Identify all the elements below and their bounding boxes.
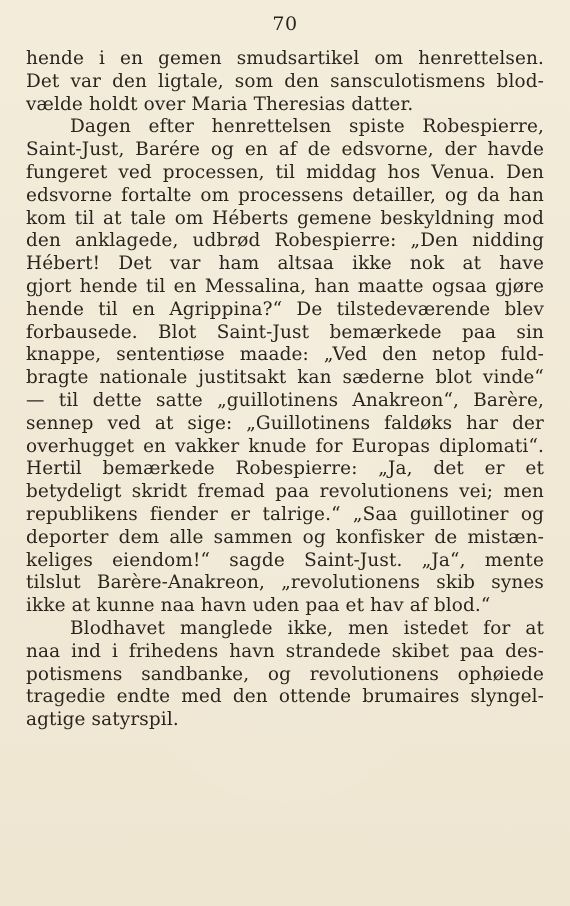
text-line: den anklagede, udbrød Robespierre: „Den nidding [26, 230, 544, 252]
text-line: agtige satyrspil. [26, 709, 179, 731]
text-line: Blodhavet manglede ikke, men istedet for at [70, 617, 544, 639]
text-line: betydeligt skridt fremad paa revolutionens vei; men [26, 481, 544, 503]
text-line: potismens sandbanke, og revolutionens ophøiede [26, 663, 544, 685]
body-text [26, 48, 544, 732]
text-line: Dagen efter henrettelsen spiste Robespierre, [70, 116, 544, 138]
text-line: tragedie endte med den ottende brumaires slyngel- [26, 686, 544, 708]
text-line: kom til at tale om Héberts gemene beskyldning mod [26, 207, 544, 229]
text-line: deporter dem alle sammen og konfisker de mistæn- [26, 526, 544, 548]
text-line: hende i en gemen smudsartikel om henrettelsen. [26, 48, 544, 69]
text-line: fungeret ved processen, til middag hos Venua. Den [26, 161, 544, 183]
text-line: Hertil bemærkede Robespierre: „Ja, det er et [26, 458, 544, 480]
text-line: republikens fiender er talrige.“ „Saa guillotiner og [26, 503, 544, 525]
text-line: Hébert! Det var ham altsaa ikke nok at have [26, 253, 544, 275]
text-line: tilslut Barère-Anakreon, „revolutionens skib synes [26, 572, 544, 594]
text-line: sennep ved at sige: „Guillotinens faldøks har der [26, 412, 544, 434]
text-line: naa ind i frihedens havn strandede skibet paa des- [26, 640, 544, 662]
text-line: forbausede. Blot Saint-Just bemærkede paa sin [26, 321, 544, 343]
page-number: 70 [272, 13, 298, 35]
text-line: — til dette satte „guillotinens Anakreon“, Barère, [26, 389, 544, 411]
text-line: knappe, sententiøse maade: „Ved den netop fuld- [26, 344, 544, 366]
text-line: gjort hende til en Messalina, han maatte ogsaa gjøre [26, 275, 544, 297]
text-line: overhugget en vakker knude for Europas diplomati“. [26, 435, 544, 457]
text-line: edsvorne fortalte om processens detailler, og da han [26, 184, 544, 206]
text-line: bragte nationale justitsakt kan sæderne blot vinde“ [26, 367, 544, 389]
text-line: ikke at kunne naa havn uden paa et hav af blod.“ [26, 595, 491, 617]
text-line: hende til en Agrippina?“ De tilstedeværende blev [26, 298, 544, 320]
text-line: Det var den ligtale, som den sansculotismens blod- [26, 70, 544, 92]
text-line: Saint-Just, Barére og en af de edsvorne, der havde [26, 139, 544, 161]
text-line: keliges eiendom!“ sagde Saint-Just. „Ja“, mente [26, 549, 544, 571]
text-line: vælde holdt over Maria Theresias datter. [26, 93, 414, 115]
